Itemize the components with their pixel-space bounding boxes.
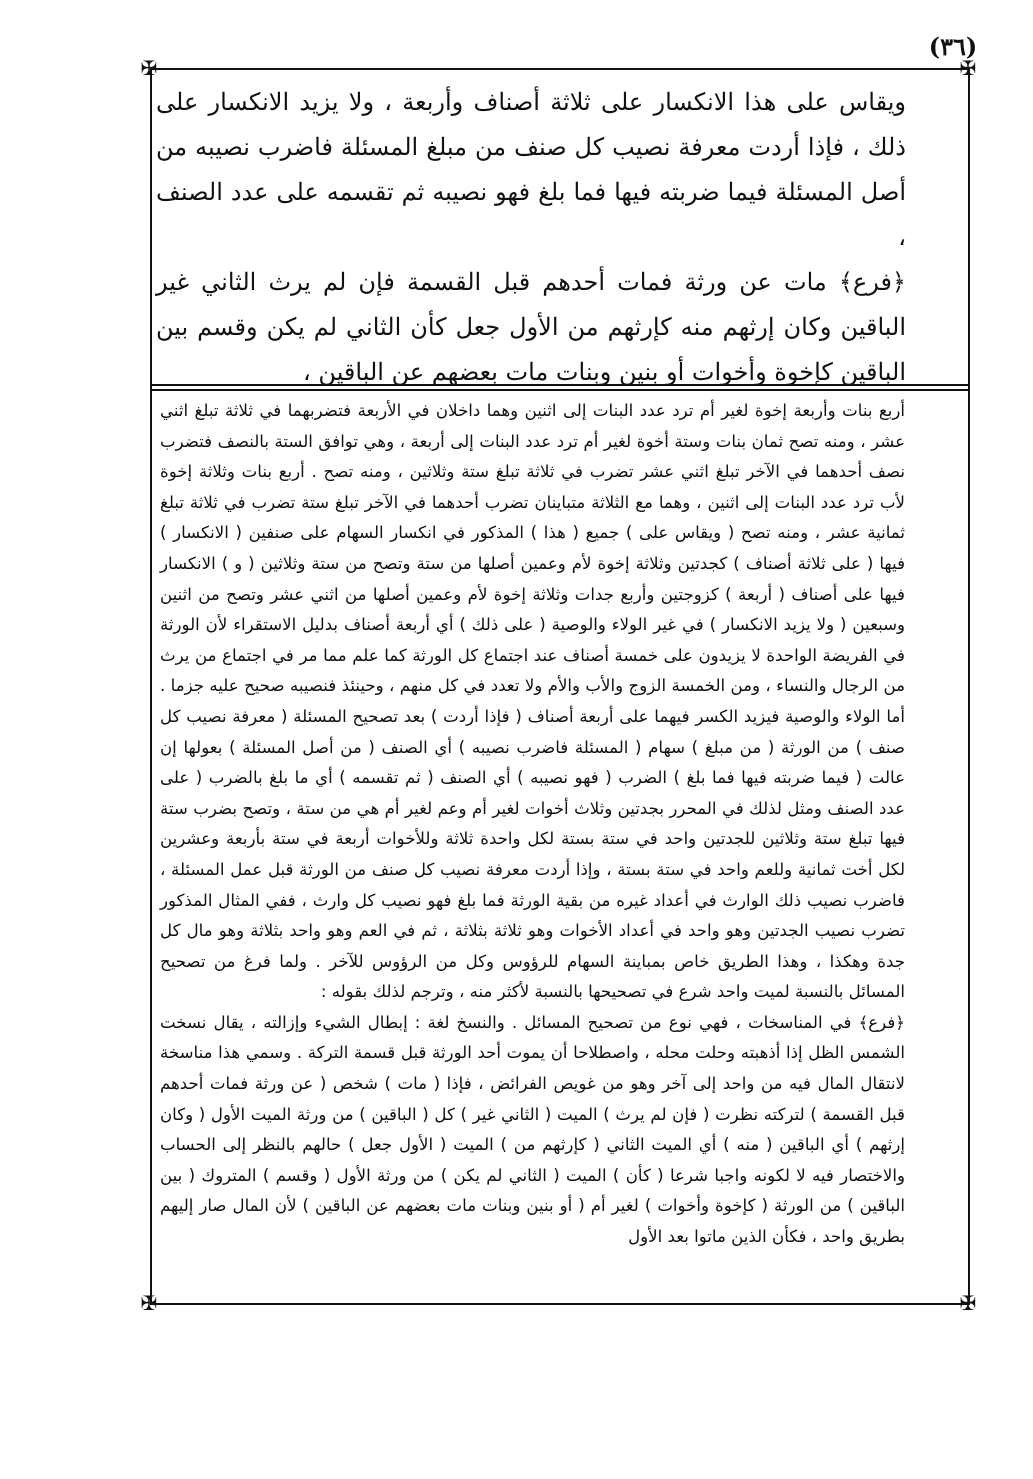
page-number: (٣٦) (928, 32, 978, 61)
top-frame-line (150, 68, 970, 70)
corner-ornament-top-left-icon: ✠ (140, 56, 158, 80)
matn-paragraph: ويقاس على هذا الانكسار على ثلاثة أصناف وأربعة ، ولا يزيد الانكسار على ذلك ، فإذا أردت معرفة نصيب كل صنف من مبلغ المسئلة فاضرب نصيبه من أصل المسئلة فيما ضربته فيها فما بلغ فهو نصيبه ثم تقسمه على عدد الصنف ، (156, 88, 906, 251)
left-frame-line (150, 70, 152, 1304)
sharh-text-block (160, 396, 905, 1253)
sharh-paragraph: أربع بنات وأربعة إخوة لغير أم ترد عدد البنات إلى اثنين وهما داخلان في الأربعة فتضربهما في ثلاثة تبلغ اثني عشر ، ومنه تصح ثمان بنات وستة أخوة لغير أم ترد عدد البنات إلى أربعة ، وهي توافق الستة بالنصف فتضرب نصف أحدهما في الآخر تبلغ اثني عشر تضرب في ثلاثة تبلغ ستة وثلاثين ، ومنه تصح . أربع بنات وثلاثة إخوة لأب ترد عدد البنات إلى اثنين ، وهما مع الثلاثة متباينان تضرب أحدهما في الآخر تبلغ ستة تضرب في ثلاثة تبلغ ثمانية عشر ، ومنه تصح ( ويقاس على ) جميع ( هذا ) المذكور في انكسار السهام على صنفين ( الانكسار ) فيها ( على ثلاثة أصناف ) كجدتين وثلاثة إخوة لأم وعمين أصلها من ستة وتصح من ستة وثلاثين ( و ) الانكسار فيها على أصناف ( أربعة ) كزوجتين وأربع جدات وثلاثة إخوة لأم وعمين أصلها من اثني عشر وتصح من اثنين وسبعين ( ولا يزيد الانكسار ) في غير الولاء والوصية ( على ذلك ) أي أربعة أصناف بدليل الاستقراء لأن الورثة في الفريضة الواحدة لا يزيدون على خمسة أصناف عند اجتماع كل الورثة كما علم مما مر في اجتماع من يرث من الرجال والنساء ، ومن الخمسة الزوج والأب والأم ولا تعدد في كل منهم ، وحينئذ فنصيبه صحيح عليه جزما . أما الولاء والوصية فيزيد الكسر فيهما على أربعة أصناف ( فإذا أردت ) بعد تصحيح المسئلة ( معرفة نصيب كل صنف ) من الورثة ( من مبلغ ) سهام ( المسئلة فاضرب نصيبه ) أي الصنف ( من أصل المسئلة ) بعولها إن عالت ( فيما ضربته فيها فما بلغ ) الضرب ( فهو نصيبه ) أي الصنف ( ثم تقسمه ) أي ما بلغ بالضرب ( على عدد الصنف ومثل لذلك في المحرر بجدتين وثلاث أخوات لغير أم وعم لغير أم هي من ستة ، وتصح بضرب ستة فيها تبلغ ستة وثلاثين للجدتين واحد في ستة بستة لكل واحدة ثلاثة وللأخوات أربعة في ستة بأربعة وعشرين لكل أخت ثمانية وللعم واحد في ستة بستة ، وإذا أردت معرفة نصيب كل صنف من الورثة قبل عمل المسئلة ، فاضرب نصيب ذلك الوارث في أعداد غيره من بقية الورثة فما بلغ فهو نصيب كل وارث ، ففي المثال المذكور تضرب نصيب الجدتين وهو واحد في أعداد الأخوات وهو ثلاثة بثلاثة ، ثم في العم وهو واحد بثلاثة وهو مال كل جدة وهكذا ، وهذا الطريق خاص بمباينة السهام للرؤوس وكل من الرؤوس للآخر . ولما فرغ من تصحيح المسائل بالنسبة لميت واحد شرع في تصحيحها بالنسبة لأكثر منه ، وترجم لذلك بقوله : (160, 401, 905, 1002)
section-divider (152, 384, 968, 386)
section-divider (152, 389, 968, 391)
sharh-paragraph: ﴿فرع﴾ في المناسخات ، فهي نوع من تصحيح المسائل . والنسخ لغة : إبطال الشيء وإزالته ، يقال نسخت الشمس الظل إذا أذهبته وحلت محله ، واصطلاحا أن يموت أحد الورثة قبل قسمة التركة . وسمي هذا مناسخة لانتقال المال فيه من واحد إلى آخر وهو من غويص الفرائض ، فإذا ( مات ) شخص ( عن ورثة فمات أحدهم قبل القسمة ) لتركته نظرت ( فإن لم يرث ) الميت ( الثاني غير ) كل ( الباقين ) من ورثة الميت الأول ( وكان إرثهم ) أي الباقين ( منه ) أي الميت الثاني ( كإرثهم من ) الميت ( الأول جعل ) حالهم بالنظر إلى الحساب والاختصار فيه لا لكونه واجبا شرعا ( كأن ) الميت ( الثاني لم يكن ) من ورثة الأول ( وقسم ) المتروك ( بين الباقين ) من الورثة ( كإخوة وأخوات ) لغير أم ( أو بنين وبنات مات بعضهم عن الباقين ) لأن المال صار إليهم بطريق واحد ، فكأن الذين ماتوا بعد الأول (160, 1012, 905, 1247)
right-frame-line (968, 70, 970, 1304)
corner-ornament-bottom-right-icon: ✠ (959, 1291, 977, 1315)
bottom-frame-line (150, 1303, 970, 1305)
corner-ornament-top-right-icon: ✠ (959, 56, 977, 80)
matn-text-block (156, 80, 906, 395)
corner-ornament-bottom-left-icon: ✠ (140, 1291, 158, 1315)
matn-paragraph: ﴿فرع﴾ مات عن ورثة فمات أحدهم قبل القسمة فإن لم يرث الثاني غير الباقين وكان إرثهم منه كإرثهم من الأول جعل كأن الثاني لم يكن وقسم بين الباقين كإخوة وأخوات أو بنين وبنات مات بعضهم عن الباقين ، (156, 268, 906, 386)
